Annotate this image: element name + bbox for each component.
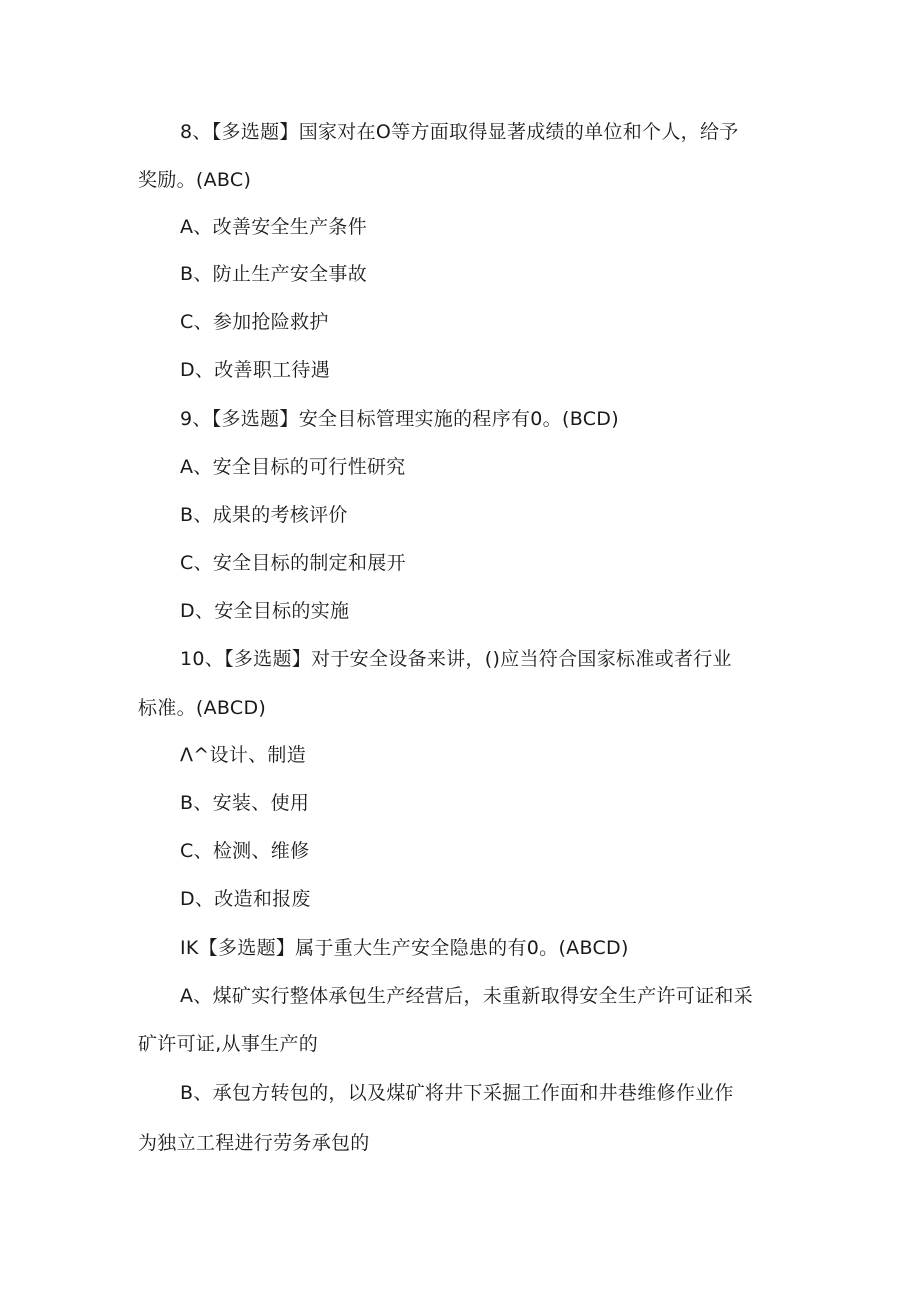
question-10-option-b: B、安装、使用 [180,792,310,814]
question-9-option-d: D、安全目标的实施 [180,600,350,622]
question-9-option-b: B、成果的考核评价 [180,504,348,526]
question-10-option-a: Λ^设计、制造 [180,744,307,766]
question-10-line-2: 标准。(ABCD) [138,697,267,719]
question-10-option-c: C、检测、维修 [180,840,310,862]
question-8-option-d: D、改善职工待遇 [180,359,331,381]
question-11-option-a-line-2: 矿许可证,从事生产的 [138,1033,319,1055]
question-10-option-d: D、改造和报废 [180,888,311,910]
question-11-option-a-line-1: A、煤矿实行整体承包生产经营后，未重新取得安全生产许可证和采 [180,985,753,1007]
question-8-option-a: A、改善安全生产条件 [180,216,367,238]
question-8-option-c: C、参加抢险救护 [180,311,329,333]
question-8-line-2: 奖励。(ABC) [138,169,252,191]
question-11-option-b-line-2: 为独立工程进行劳务承包的 [138,1132,370,1154]
question-10-line-1: 10、【多选题】对于安全设备来讲，()应当符合国家标准或者行业 [180,648,732,670]
question-9-option-c: C、安全目标的制定和展开 [180,552,406,574]
question-11-line-1: IK【多选题】属于重大生产安全隐患的有0。(ABCD) [180,937,629,959]
question-8-line-1: 8、【多选题】国家对在O等方面取得显著成绩的单位和个人，给予 [180,121,739,143]
question-9-option-a: A、安全目标的可行性研究 [180,456,406,478]
question-9-line-1: 9、【多选题】安全目标管理实施的程序有0。(BCD) [180,408,619,430]
question-11-option-b-line-1: B、承包方转包的，以及煤矿将井下采掘工作面和井巷维修作业作 [180,1082,734,1104]
question-8-option-b: B、防止生产安全事故 [180,263,368,285]
